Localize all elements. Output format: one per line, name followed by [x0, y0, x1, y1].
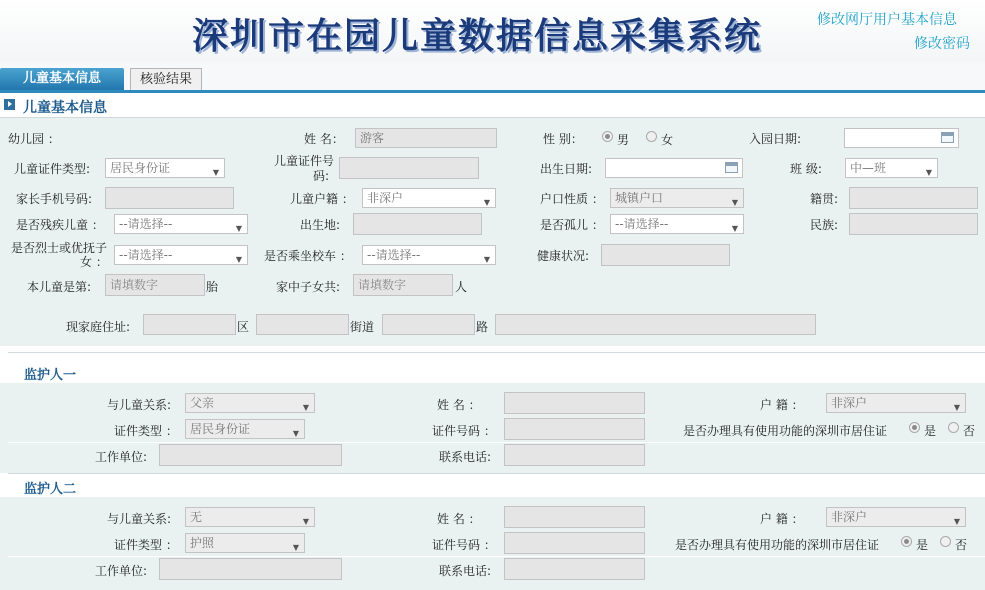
address-street-unit: 街道 — [350, 320, 375, 334]
gender-female-label: 女 — [661, 133, 674, 147]
gender-label: 性 别： — [543, 132, 583, 146]
dropdown-arrow-icon: ▼ — [235, 255, 242, 264]
health-field[interactable] — [601, 244, 730, 266]
hukou-type-label: 户口性质 ： — [540, 192, 604, 206]
g2-relation-select[interactable] — [185, 507, 315, 527]
birth-date-input[interactable] — [605, 158, 743, 178]
gender-female-radio[interactable] — [646, 131, 657, 142]
system-title: 深圳市在园儿童数据信息采集系统 — [192, 16, 763, 57]
divider — [8, 442, 985, 443]
g1-relation-label: 与儿童关系: — [107, 398, 172, 412]
entry-date-label: 入园日期: — [749, 132, 802, 146]
g2-name-field[interactable] — [504, 506, 645, 528]
address-road-unit: 路 — [476, 320, 489, 334]
g1-name-field[interactable] — [504, 392, 645, 414]
disabled-child-value: --请选择-- — [119, 217, 173, 231]
g1-phone-label: 联系电话: — [439, 450, 492, 464]
divider — [8, 556, 985, 557]
school-bus-select[interactable] — [362, 245, 496, 265]
g1-hukou-value: 非深户 — [831, 396, 868, 410]
parent-phone-field[interactable] — [105, 187, 234, 209]
g2-id-number-label: 证件号码 ： — [432, 538, 496, 552]
address-label: 现家庭住址: — [66, 320, 131, 334]
hukou-type-select[interactable] — [610, 188, 744, 208]
martyr-child-select[interactable] — [114, 245, 248, 265]
birth-order-label: 本儿童是第: — [27, 280, 92, 294]
g2-phone-field[interactable] — [504, 558, 645, 580]
guardian2-title: 监护人二 — [24, 482, 77, 497]
dropdown-arrow-icon: ▼ — [953, 403, 960, 412]
section-header — [0, 95, 985, 118]
native-place-field[interactable] — [849, 187, 978, 209]
id-type-select[interactable] — [105, 158, 225, 178]
g1-relation-value: 父亲 — [190, 396, 215, 410]
id-type-label: 儿童证件类型: — [14, 162, 91, 176]
section-title: 儿童基本信息 — [23, 100, 107, 116]
dropdown-arrow-icon: ▼ — [483, 255, 490, 264]
dropdown-arrow-icon: ▼ — [302, 403, 309, 412]
g2-employer-label: 工作单位: — [95, 564, 148, 578]
dropdown-arrow-icon: ▼ — [212, 168, 219, 177]
dropdown-arrow-icon: ▼ — [925, 168, 932, 177]
g1-employer-field[interactable] — [159, 444, 342, 466]
id-number-label: 儿童证件号 — [274, 154, 335, 168]
disabled-child-label: 是否残疾儿童 ： — [16, 218, 104, 232]
martyr-child-label-cont: 女 ： — [80, 255, 108, 269]
health-label: 健康状况: — [537, 249, 590, 263]
divider — [8, 473, 985, 474]
disabled-child-select[interactable] — [114, 214, 248, 234]
address-district-field[interactable] — [143, 314, 236, 335]
g2-id-number-field[interactable] — [504, 532, 645, 554]
g2-residence-yes-label: 是 — [916, 538, 929, 552]
g1-relation-select[interactable] — [185, 393, 315, 413]
g1-residence-no-label: 否 — [963, 424, 976, 438]
g1-phone-field[interactable] — [504, 444, 645, 466]
orphan-value: --请选择-- — [615, 217, 669, 231]
g2-hukou-value: 非深户 — [831, 510, 868, 524]
g1-hukou-label: 户 籍 ： — [760, 398, 804, 412]
hukou-type-value: 城镇户口 — [615, 191, 664, 205]
dropdown-arrow-icon: ▼ — [731, 224, 738, 233]
g2-relation-label: 与儿童关系: — [107, 512, 172, 526]
address-detail-field[interactable] — [495, 314, 816, 335]
child-name-label: 姓 名： — [304, 132, 344, 146]
change-password-link[interactable]: 修改密码 — [914, 36, 970, 52]
g2-residence-no-radio[interactable] — [940, 536, 951, 547]
id-type-value: 居民身份证 — [110, 161, 171, 175]
dropdown-arrow-icon: ▼ — [235, 224, 242, 233]
birth-date-label: 出生日期: — [540, 162, 593, 176]
calendar-icon[interactable] — [941, 132, 954, 143]
dropdown-arrow-icon: ▼ — [483, 198, 490, 207]
class-value: 中—班 — [850, 161, 887, 175]
dropdown-arrow-icon: ▼ — [731, 198, 738, 207]
g1-employer-label: 工作单位: — [95, 450, 148, 464]
class-select[interactable] — [845, 158, 938, 178]
hukou-label: 儿童户籍 ： — [290, 192, 354, 206]
g1-residence-yes-radio[interactable] — [909, 422, 920, 433]
orphan-label: 是否孤儿 ： — [540, 218, 604, 232]
g2-id-type-value: 护照 — [190, 536, 215, 550]
kindergarten-label: 幼儿园 ： — [8, 132, 60, 146]
g2-id-type-select[interactable] — [185, 533, 305, 553]
g2-name-label: 姓 名 ： — [437, 512, 481, 526]
children-count-label: 家中子女共: — [276, 280, 341, 294]
g1-residence-permit-label: 是否办理具有使用功能的深圳市居住证 — [683, 424, 888, 438]
g2-hukou-select[interactable] — [826, 507, 966, 527]
g1-residence-no-radio[interactable] — [948, 422, 959, 433]
g1-id-type-value: 居民身份证 — [190, 422, 251, 436]
gender-male-label: 男 — [617, 133, 630, 147]
g1-hukou-select[interactable] — [826, 393, 966, 413]
children-count-unit: 人 — [455, 280, 468, 294]
address-road-field[interactable] — [382, 314, 475, 335]
hukou-value: 非深户 — [367, 191, 404, 205]
g2-residence-no-label: 否 — [955, 538, 968, 552]
g1-id-type-label: 证件类型 ： — [114, 424, 178, 438]
entry-date-input[interactable] — [844, 128, 959, 148]
g2-residence-yes-radio[interactable] — [901, 536, 912, 547]
school-bus-label: 是否乘坐校车 ： — [264, 249, 352, 263]
section-arrow-icon — [4, 99, 15, 110]
id-number-label-cont: 码: — [313, 169, 330, 183]
guardian1-title: 监护人一 — [24, 368, 77, 383]
g1-id-number-field[interactable] — [504, 418, 645, 440]
martyr-child-label: 是否烈士或优抚子 — [11, 241, 108, 255]
ethnicity-field[interactable] — [849, 213, 978, 235]
address-district-unit: 区 — [237, 320, 250, 334]
native-place-label: 籍贯: — [810, 192, 839, 206]
g1-id-number-label: 证件号码 ： — [432, 424, 496, 438]
divider — [8, 352, 985, 353]
g2-phone-label: 联系电话: — [439, 564, 492, 578]
birth-order-input[interactable]: 请填数字 — [105, 274, 205, 296]
gender-male-radio[interactable] — [602, 131, 613, 142]
class-label: 班 级: — [790, 162, 822, 176]
address-street-field[interactable] — [256, 314, 349, 335]
school-bus-value: --请选择-- — [367, 248, 421, 262]
g1-id-type-select[interactable] — [185, 419, 305, 439]
dropdown-arrow-icon: ▼ — [953, 517, 960, 526]
calendar-icon[interactable] — [725, 162, 738, 173]
tab-child-basic-info[interactable]: 儿童基本信息 — [0, 68, 124, 90]
birth-order-unit: 胎 — [206, 280, 219, 294]
g2-employer-field[interactable] — [159, 558, 342, 580]
martyr-child-value: --请选择-- — [119, 248, 173, 262]
birthplace-label: 出生地: — [300, 218, 341, 232]
g2-residence-permit-label: 是否办理具有使用功能的深圳市居住证 — [675, 538, 880, 552]
edit-profile-link[interactable]: 修改网厅用户基本信息 — [817, 12, 957, 28]
g2-hukou-label: 户 籍 ： — [760, 512, 804, 526]
g2-relation-value: 无 — [190, 510, 203, 524]
dropdown-arrow-icon: ▼ — [292, 429, 299, 438]
g1-name-label: 姓 名 ： — [437, 398, 481, 412]
g2-id-type-label: 证件类型 ： — [114, 538, 178, 552]
ethnicity-label: 民族: — [810, 218, 839, 232]
dropdown-arrow-icon: ▼ — [292, 543, 299, 552]
child-name-field[interactable]: 游客 — [355, 128, 497, 148]
g1-residence-yes-label: 是 — [924, 424, 937, 438]
tab-verification-result[interactable]: 核验结果 — [130, 68, 202, 90]
hukou-select[interactable] — [362, 188, 496, 208]
parent-phone-label: 家长手机号码: — [16, 192, 93, 206]
orphan-select[interactable] — [610, 214, 744, 234]
birthplace-field[interactable] — [353, 213, 482, 235]
dropdown-arrow-icon: ▼ — [302, 517, 309, 526]
children-count-input[interactable]: 请填数字 — [353, 274, 453, 296]
id-number-field[interactable] — [339, 157, 479, 179]
